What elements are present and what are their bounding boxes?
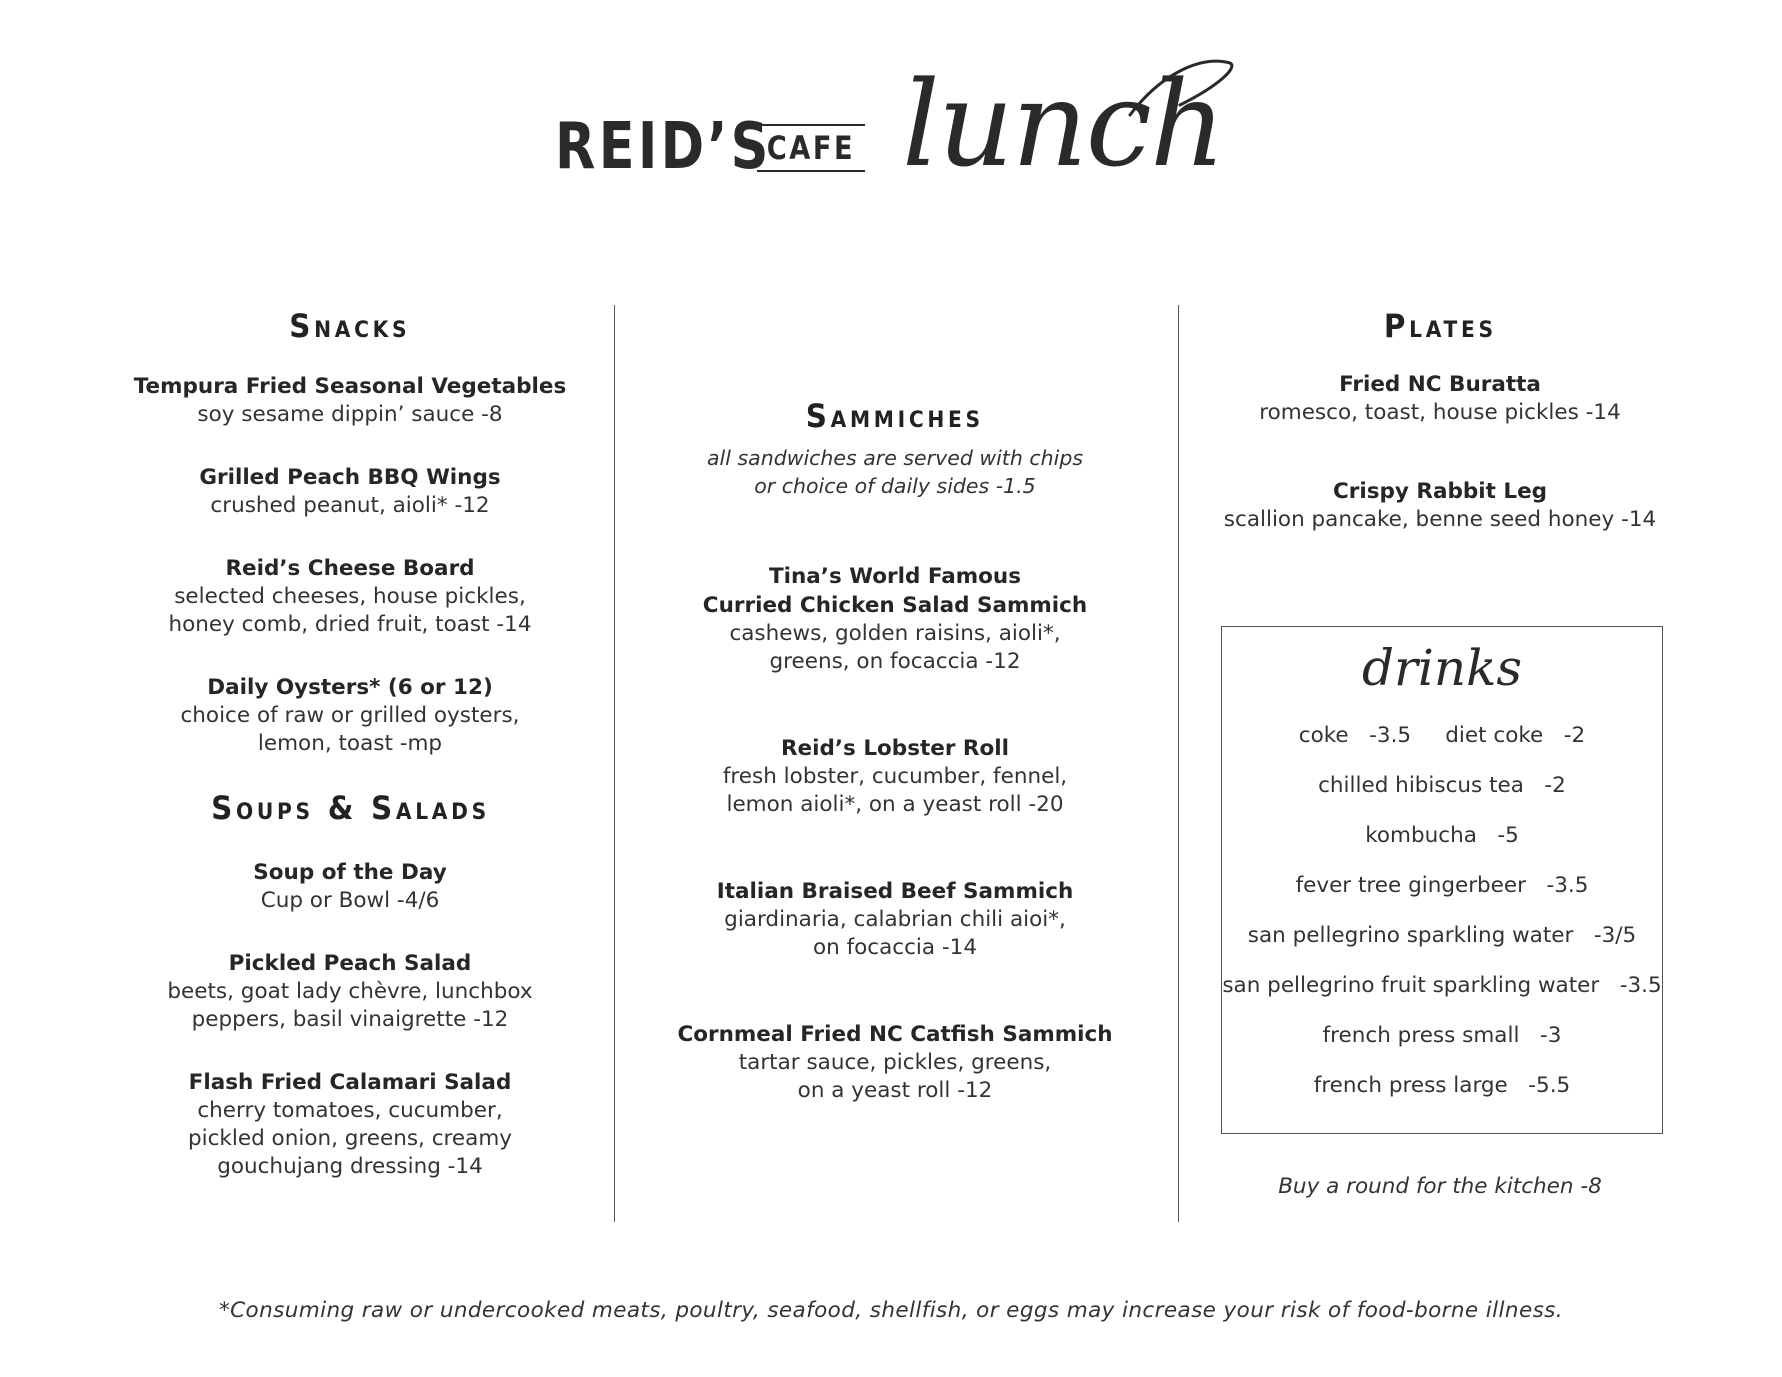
item-description: cashews, golden raisins, aioli*, greens, on focaccia -12 — [729, 621, 1061, 674]
menu-item — [655, 1020, 1135, 1105]
drink-line: kombucha -5 — [1365, 823, 1519, 848]
section-title-soups-salads: Soups & Salads — [210, 789, 490, 827]
item-description: cherry tomatoes, cucumber, pickled onion, greens, creamy gouchujang dressing -14 — [187, 1098, 512, 1179]
section-title-sammiches: Sammiches — [805, 397, 984, 435]
menu-item — [120, 673, 580, 758]
item-description: crushed peanut, aioli* -12 — [210, 493, 490, 518]
brand-cafe-text: CAFE — [766, 129, 856, 167]
drink-line: french press large -5.5 — [1313, 1073, 1571, 1098]
kitchen-round-note: Buy a round for the kitchen -8 — [1278, 1174, 1602, 1199]
drink-line: fever tree gingerbeer -3.5 — [1295, 873, 1589, 898]
item-name: Daily Oysters* (6 or 12) — [207, 675, 493, 700]
menu-header — [0, 55, 1782, 205]
menu-item — [120, 372, 580, 429]
item-description: fresh lobster, cucumber, fennel, lemon aioli*, on a yeast roll -20 — [722, 764, 1068, 817]
sandwich-note: all sandwiches are served with chips or choice of daily sides -1.5 — [706, 446, 1084, 498]
brand-name: REID’S — [555, 110, 772, 184]
drinks-box — [1221, 626, 1663, 1134]
meal-title: lunch — [902, 55, 1224, 193]
section-title-plates: Plates — [1383, 307, 1497, 345]
menu-item — [120, 463, 580, 520]
menu-item — [120, 858, 580, 915]
item-name: Tina’s World Famous Curried Chicken Salad Sammich — [702, 564, 1088, 618]
item-description: scallion pancake, benne seed honey -14 — [1223, 507, 1657, 532]
item-name: Tempura Fried Seasonal Vegetables — [133, 374, 567, 399]
item-name: Italian Braised Beef Sammich — [716, 879, 1074, 904]
drink-line: french press small -3 — [1322, 1023, 1562, 1048]
right-column — [1210, 307, 1670, 584]
script-flourish-icon — [1120, 55, 1240, 125]
brand-cafe-label — [757, 124, 865, 172]
menu-item — [120, 949, 580, 1034]
menu-item — [655, 734, 1135, 819]
column-divider-left — [614, 305, 615, 1222]
column-divider-right — [1178, 305, 1179, 1222]
item-name: Reid’s Cheese Board — [225, 556, 475, 581]
item-name: Pickled Peach Salad — [228, 951, 472, 976]
middle-column — [655, 397, 1135, 1163]
menu-item — [1210, 370, 1670, 427]
item-name: Cornmeal Fried NC Catfish Sammich — [677, 1022, 1113, 1047]
item-name: Fried NC Buratta — [1339, 372, 1541, 397]
item-description: tartar sauce, pickles, greens, on a yeast roll -12 — [738, 1050, 1052, 1103]
drink-line: san pellegrino fruit sparkling water -3.5 — [1222, 973, 1662, 998]
menu-item — [655, 877, 1135, 962]
drink-line: chilled hibiscus tea -2 — [1318, 773, 1566, 798]
left-column — [120, 307, 580, 1215]
item-description: soy sesame dippin’ sauce -8 — [197, 402, 503, 427]
item-name: Crispy Rabbit Leg — [1332, 479, 1548, 504]
drink-line: coke -3.5 diet coke -2 — [1298, 723, 1586, 748]
item-description: choice of raw or grilled oysters, lemon, toast -mp — [180, 703, 520, 756]
menu-item — [120, 1068, 580, 1181]
drink-line: san pellegrino sparkling water -3/5 — [1247, 923, 1637, 948]
item-name: Soup of the Day — [253, 860, 447, 885]
item-description: romesco, toast, house pickles -14 — [1259, 400, 1621, 425]
drinks-title: drinks — [1361, 639, 1523, 697]
item-name: Reid’s Lobster Roll — [780, 736, 1010, 761]
menu-item — [1210, 477, 1670, 534]
section-title-snacks: Snacks — [289, 307, 411, 345]
menu-item — [120, 554, 580, 639]
item-description: giardinaria, calabrian chili aioi*, on focaccia -14 — [724, 907, 1066, 960]
food-safety-disclaimer: *Consuming raw or undercooked meats, poultry, seafood, shellfish, or eggs may increase your risk of food-borne illness. — [218, 1298, 1564, 1323]
item-name: Flash Fried Calamari Salad — [188, 1070, 512, 1095]
item-name: Grilled Peach BBQ Wings — [199, 465, 501, 490]
menu-item — [655, 562, 1135, 676]
item-description: Cup or Bowl -4/6 — [260, 888, 440, 913]
item-description: selected cheeses, house pickles, honey comb, dried fruit, toast -14 — [168, 584, 532, 637]
item-description: beets, goat lady chèvre, lunchbox peppers, basil vinaigrette -12 — [167, 979, 533, 1032]
